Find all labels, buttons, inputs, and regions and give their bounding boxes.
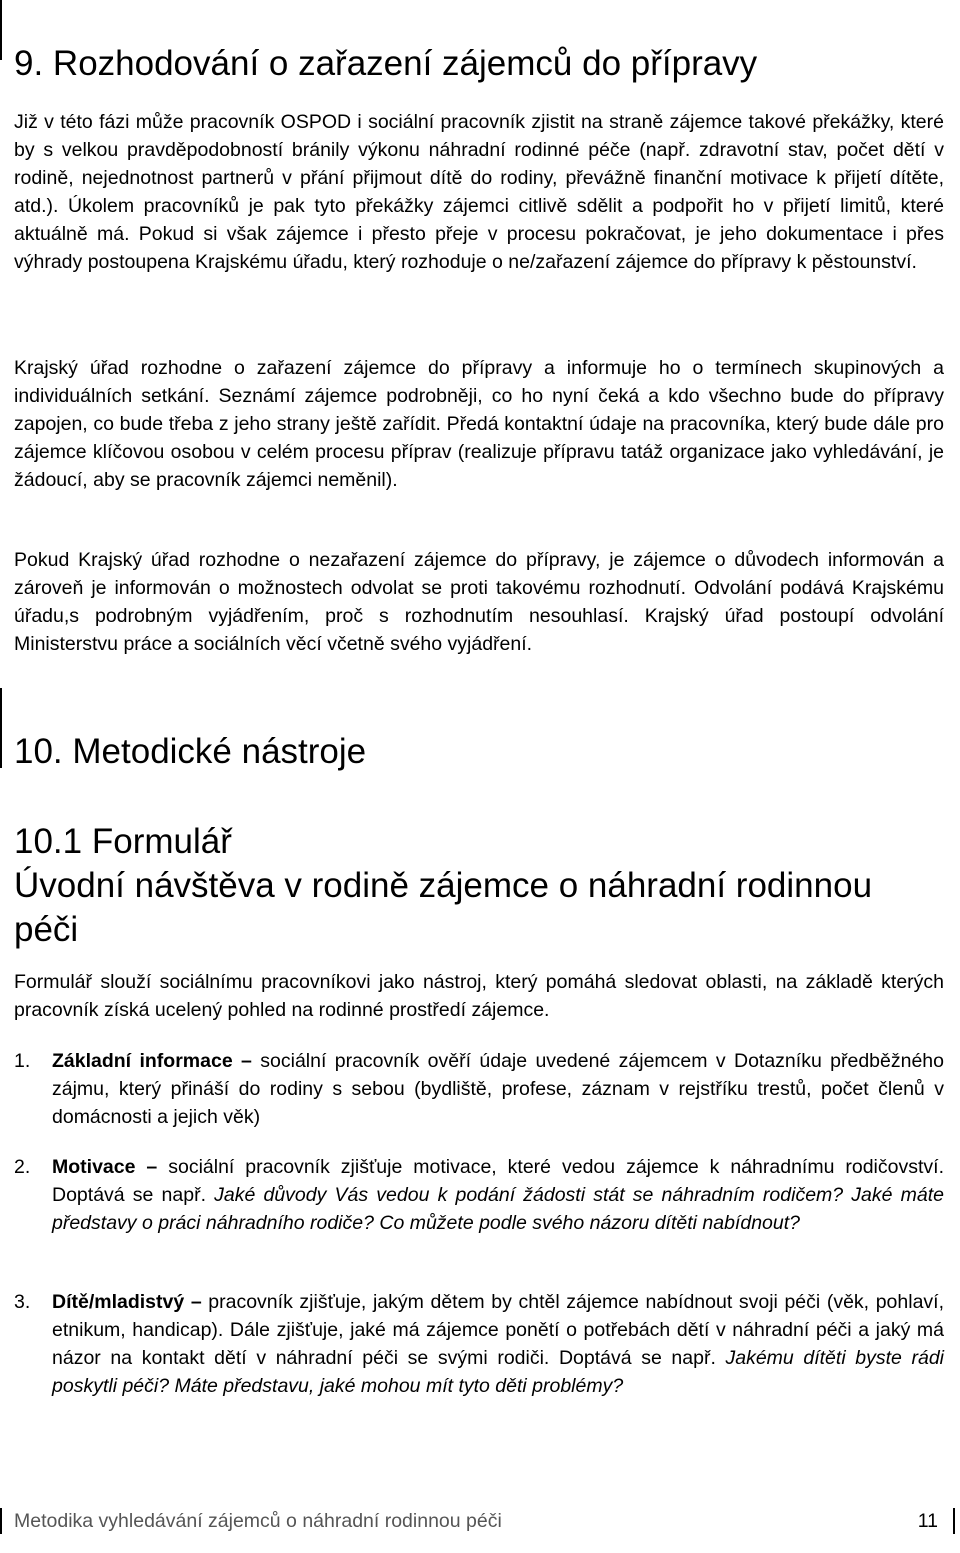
form-intro-paragraph: Formulář slouží sociálnímu pracovníkovi jako nástroj, který pomáhá sledovat oblasti, na základě kterých pracovník získá ucelený pohled na rodinné prostředí zájemce. [14,971,944,1021]
list-item-questions: Jaké důvody Vás vedou k podání žádosti stát se náhradním rodičem? Jaké máte představy o práci náhradního rodiče? Co můžete podle svého názoru dítěti nabídnout? [52,1184,944,1234]
section-10-1-heading [14,820,934,952]
footer-rule-right [953,1508,955,1534]
sub-heading-line-2: Úvodní návštěva v rodině zájemce o náhradní rodinnou péči [14,866,873,949]
margin-rule-top [0,0,2,60]
section-9-paragraph-1: Již v této fázi může pracovník OSPOD i sociální pracovník zjistit na straně zájemce takové překážky, které by s velkou pravděpodobností bránily výkonu náhradní rodinné péče (např. zdravotní stav, počet dětí v rodině, nejednotnost partnerů v přání přijmout dítě do rodiny, převážně finanční motivace k přijetí dítěte, atd.). Úkolem pracovníků je pak tyto překážky zájemci citlivě sdělit a podpořit ho v přijetí limitů, které aktuálně má. Pokud si však zájemce i přesto přeje v procesu pokračovat, je jeho dokumentace i přes výhrady postoupena Krajskému úřadu, který rozhoduje o ne/zařazení zájemce do přípravy k pěstounství. [14,111,944,273]
section-9-heading: 9. Rozhodování o zařazení zájemců do přípravy [14,44,758,83]
margin-rule-mid [0,688,2,768]
list-item-number: 1. [14,1050,31,1072]
section-9-paragraph-3: Pokud Krajský úřad rozhodne o nezařazení zájemce do přípravy, je zájemce o důvodech informován a zároveň je informován o možnostech odvolat se proti takovému rozhodnutí. Odvolání podává Krajskému úřadu,s podrobným vyjádřením, proč s rozhodnutím nesouhlasí. Krajský úřad postoupí odvolání Ministerstvu práce a sociálních věcí včetně svého vyjádření. [14,549,944,655]
list-item [14,1288,944,1400]
list-item-body [52,1288,944,1400]
section-9-paragraph-2: Krajský úřad rozhodne o zařazení zájemce do přípravy a informuje ho o termínech skupinových a individuálních setkání. Seznámí zájemce podrobněji, co ho nyní čeká a kdo všechno bude do přípravy zapojen, co bude třeba z jeho strany ještě zařídit. Předá kontaktní údaje na pracovníka, který bude dále pro zájemce klíčovou osobou v celém procesu příprav (realizuje přípravu tatáž organizace jako vyhledávání, je žádoucí, aby se pracovník zájemci neměnil). [14,357,944,491]
list-item-dash: – [135,1156,169,1178]
list-item-questions: Jakému dítěti byste rádi poskytli péči? Máte představu, jaké mohou mít tyto děti problémy? [52,1347,945,1397]
list-item-body [52,1153,944,1237]
list-item-term: Dítě/mladistvý [52,1291,185,1313]
list-item [14,1047,944,1131]
footer-title: Metodika vyhledávání zájemců o náhradní rodinnou péči [14,1510,502,1532]
list-item-dash: – [184,1291,209,1313]
list-item-text: pracovník zjišťuje, jakým dětem by chtěl zájemce nabídnout svoji péči (věk, pohlaví, etnikum, handicap). Dále zjišťuje, jaké má zájemce ponětí o potřebách dětí v náhradní péči a jaký má názor na kontakt dětí v náhradní péči se svými rodiči. Doptává se např. [52,1291,944,1369]
sub-heading-line-1: 10.1 Formulář [14,822,232,861]
list-item [14,1153,944,1237]
list-item-dash: – [232,1050,261,1072]
list-item-term: Motivace [52,1156,136,1178]
footer-rule-left [0,1508,2,1534]
list-item-term: Základní informace [52,1050,233,1072]
list-item-body [52,1047,944,1131]
list-item-text: sociální pracovník zjišťuje motivace, které vedou zájemce k náhradnímu rodičovství. Doptává se např. [52,1156,944,1206]
section-10-heading: 10. Metodické nástroje [14,732,367,771]
page-footer [14,1508,946,1534]
list-item-number: 2. [14,1156,31,1178]
list-item-text: sociální pracovník ověří údaje uvedené zájemcem v Dotazníku předběžného zájmu, který přináší do rodiny s sebou (bydliště, profese, záznam v rejstříku trestů, počet členů v domácnosti a jejich věk) [52,1050,945,1128]
page-number: 11 [917,1510,938,1532]
list-item-number: 3. [14,1291,31,1313]
